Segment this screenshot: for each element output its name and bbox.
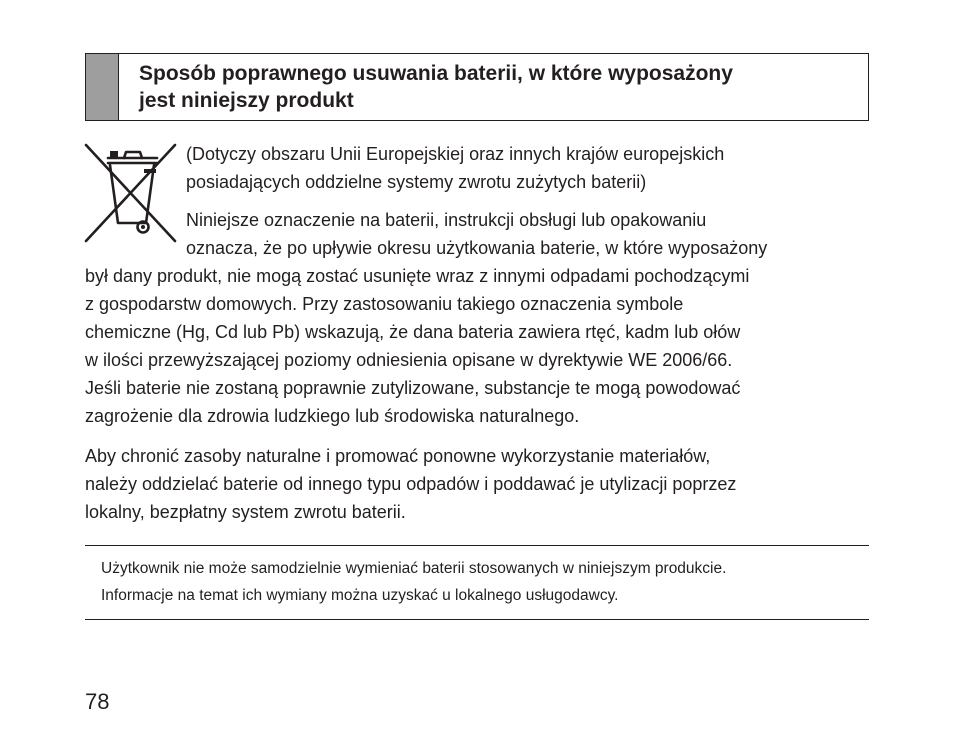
marking-line-3: był dany produkt, nie mogą zostać usunięte wraz z innymi odpadami pochodzącymi: [85, 266, 750, 286]
marking-line-7: Jeśli baterie nie zostaną poprawnie zutylizowane, substancje te mogą powodować: [85, 378, 741, 398]
marking-line-6: w ilości przewyższającej poziomy odniesienia opisane w dyrektywie WE 2006/66.: [85, 350, 733, 370]
page-number: 78: [85, 689, 110, 714]
marking-paragraph-continued: [85, 262, 870, 430]
recycling-line-1: Aby chronić zasoby naturalne i promować ponowne wykorzystanie materiałów,: [85, 446, 711, 466]
marking-line-2: oznacza, że po upływie okresu użytkowania baterie, w które wyposażony: [186, 238, 768, 258]
section-title-line2: jest niniejszy produkt: [139, 89, 354, 112]
marking-line-4: z gospodarstw domowych. Przy zastosowaniu takiego oznaczenia symbole: [85, 294, 684, 314]
note-line-2: Informacje na temat ich wymiany można uzyskać u lokalnego usługodawcy.: [101, 587, 619, 604]
recycling-line-3: lokalny, bezpłatny system zwrotu baterii.: [85, 502, 406, 522]
marking-line-5: chemiczne (Hg, Cd lub Pb) wskazują, że dana bateria zawiera rtęć, kadm lub ołów: [85, 322, 741, 342]
note-bottom-divider: [85, 619, 869, 620]
crossed-out-wheeled-bin-icon: [84, 143, 178, 243]
recycling-paragraph: [85, 442, 870, 526]
section-header: [85, 53, 869, 121]
marking-line-8: zagrożenie dla zdrowia ludzkiego lub środowiska naturalnego.: [85, 406, 580, 426]
scope-line-2: posiadających oddzielne systemy zwrotu zużytych baterii): [186, 172, 647, 192]
section-title: [119, 54, 739, 120]
scope-line-1: (Dotyczy obszaru Unii Europejskiej oraz innych krajów europejskich: [186, 144, 725, 164]
marking-line-1: Niniejsze oznaczenie na baterii, instrukcji obsługi lub opakowaniu: [186, 210, 707, 230]
section-title-line1: Sposób poprawnego usuwania baterii, w które wyposażony: [139, 62, 733, 85]
marking-paragraph-start: [186, 206, 870, 262]
recycling-line-2: należy oddzielać baterie od innego typu odpadów i poddawać je utylizacji poprzez: [85, 474, 737, 494]
header-accent-bar: [86, 54, 119, 120]
note-top-divider: [85, 545, 869, 546]
scope-paragraph: [186, 140, 870, 196]
note-line-1: Użytkownik nie może samodzielnie wymieniać baterii stosowanych w niniejszym produkcie.: [101, 560, 727, 577]
note-box: [101, 555, 861, 609]
